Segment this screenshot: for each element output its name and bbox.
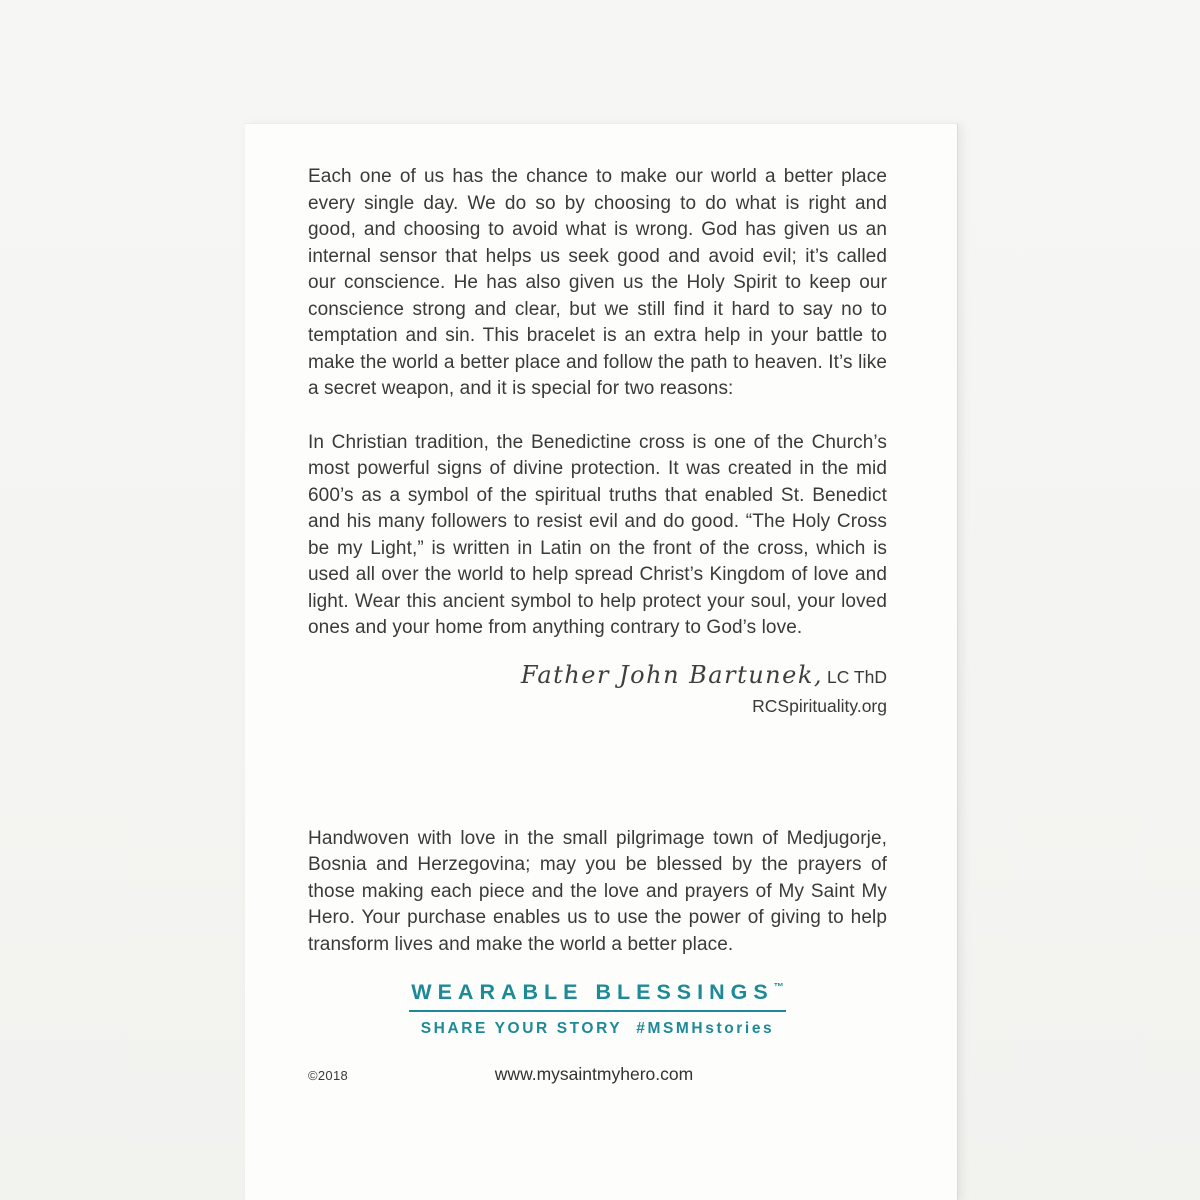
trademark-symbol: ™ [773, 982, 784, 993]
wordmark-underline [409, 980, 785, 1012]
footer-row [308, 1064, 887, 1088]
signature-credentials: LC ThD [827, 666, 887, 687]
benedictine-cross-paragraph: In Christian tradition, the Benedictine cross is one of the Church’s most powerful signs of divine protection. It was created in the mid 600’s as a symbol of the spiritual truths that enabled St. Benedict and his many followers to resist evil and do good. “The Holy Cross be my Light,” is written in Latin on the front of the cross, which is used all over the world to help spread Christ’s Kingdom of love and light. Wear this ancient symbol to help protect your soul, your loved ones and your home from anything contrary to God’s love. [308, 431, 887, 638]
hashtag-label: #MSMHstories [636, 1020, 775, 1037]
intro-paragraph: Each one of us has the chance to make our world a better place every single day. We do so by choosing to do what is right and good, and choosing to avoid what is wrong. God has given us an internal sensor that helps us seek good and avoid evil; it’s called our conscience. He has also given us the Holy Spirit to keep our conscience strong and clear, but we still find it hard to say no to temptation and sin. This bracelet is an extra help in your battle to make the world a better place and follow the path to heaven. It’s like a secret weapon, and it is special for two reasons: [308, 166, 887, 399]
handwoven-paragraph: Handwoven with love in the small pilgrimage town of Medjugorje, Bosnia and Herzegovina; may you be blessed by the prayers of those making each piece and the love and prayers of My Saint My Hero. Your purchase enables us to use the power of giving to help transform lives and make the world a better place. [308, 827, 887, 955]
brand-block [308, 980, 887, 1038]
signature-organization: RCSpirituality.org [752, 695, 887, 716]
website-url: www.mysaintmyhero.com [494, 1064, 694, 1084]
wearable-blessings-wordmark: WEARABLE BLESSINGS [411, 980, 774, 1004]
copyright-label: ©2018 [308, 1068, 348, 1083]
product-card-back [245, 123, 958, 1200]
tagline-line [308, 1020, 887, 1038]
signature-script-name: Father John Bartunek, [520, 660, 824, 689]
signature-block [308, 660, 887, 694]
share-your-story-label: SHARE YOUR STORY [420, 1020, 623, 1037]
